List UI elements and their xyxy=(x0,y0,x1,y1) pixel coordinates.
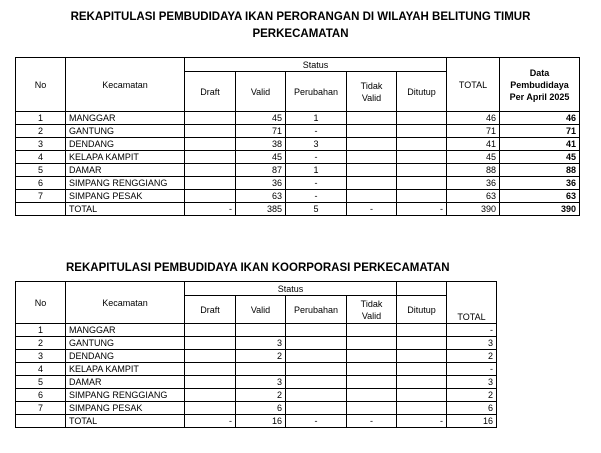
row-tidak-valid xyxy=(347,376,397,389)
row-tidak-valid xyxy=(347,151,397,164)
row-no: 6 xyxy=(16,389,66,402)
row-ditutup xyxy=(397,337,447,350)
row-draft xyxy=(185,402,236,415)
total-total: 16 xyxy=(447,415,497,428)
total-label: TOTAL xyxy=(66,415,185,428)
row-valid xyxy=(236,363,286,376)
row-ditutup xyxy=(397,402,447,415)
row-total: - xyxy=(447,324,497,337)
row-ditutup xyxy=(397,324,447,337)
row-perubahan: - xyxy=(286,125,347,138)
row-kecamatan: KELAPA KAMPIT xyxy=(66,363,185,376)
row-ditutup xyxy=(397,151,447,164)
row-ditutup xyxy=(397,363,447,376)
total-perubahan: - xyxy=(286,415,347,428)
t2-header-tidak-valid: Tidak Valid xyxy=(347,296,397,324)
table-row xyxy=(16,363,497,376)
row-valid: 63 xyxy=(236,190,286,203)
row-kecamatan: DAMAR xyxy=(66,376,185,389)
table-row xyxy=(16,190,580,203)
total-tidak-valid: - xyxy=(347,415,397,428)
row-draft xyxy=(185,350,236,363)
row-perubahan xyxy=(286,389,347,402)
row-valid: 6 xyxy=(236,402,286,415)
row-total: - xyxy=(447,363,497,376)
row-valid: 3 xyxy=(236,376,286,389)
t1-header-data: Data Pembudidaya Per April 2025 xyxy=(500,58,580,112)
row-tidak-valid xyxy=(347,125,397,138)
row-kecamatan: SIMPANG PESAK xyxy=(66,190,185,203)
t1-header-kecamatan: Kecamatan xyxy=(66,58,185,112)
row-kecamatan: MANGGAR xyxy=(66,112,185,125)
row-data: 46 xyxy=(500,112,580,125)
row-no: 3 xyxy=(16,350,66,363)
table1-title-line1: REKAPITULASI PEMBUDIDAYA IKAN PERORANGAN DI WILAYAH BELITUNG TIMUR xyxy=(70,11,531,23)
row-perubahan: - xyxy=(286,190,347,203)
table-row xyxy=(16,389,497,402)
row-tidak-valid xyxy=(347,164,397,177)
row-total: 3 xyxy=(447,337,497,350)
total-draft: - xyxy=(185,203,236,216)
t2-header-perubahan: Perubahan xyxy=(286,296,347,324)
table1 xyxy=(15,57,580,216)
table-row xyxy=(16,164,580,177)
table-row xyxy=(16,350,497,363)
total-label: TOTAL xyxy=(66,203,185,216)
table-row xyxy=(16,337,497,350)
row-kecamatan: MANGGAR xyxy=(66,324,185,337)
table2-title: REKAPITULASI PEMBUDIDAYA IKAN KOORPORASI PERKECAMATAN xyxy=(66,262,450,274)
row-perubahan: 3 xyxy=(286,138,347,151)
row-perubahan: 1 xyxy=(286,112,347,125)
row-total: 41 xyxy=(447,138,500,151)
total-data: 390 xyxy=(500,203,580,216)
row-draft xyxy=(185,177,236,190)
t2-header-total: TOTAL xyxy=(447,282,497,324)
row-no: 7 xyxy=(16,190,66,203)
total-no-empty xyxy=(16,415,66,428)
row-kecamatan: DAMAR xyxy=(66,164,185,177)
table-row xyxy=(16,376,497,389)
table-row xyxy=(16,177,580,190)
row-no: 1 xyxy=(16,324,66,337)
row-data: 63 xyxy=(500,190,580,203)
t2-header-valid: Valid xyxy=(236,296,286,324)
row-valid xyxy=(236,324,286,337)
row-no: 2 xyxy=(16,337,66,350)
t2-header-no: No xyxy=(16,282,66,324)
row-perubahan: 1 xyxy=(286,164,347,177)
t2-header-draft: Draft xyxy=(185,296,236,324)
total-draft: - xyxy=(185,415,236,428)
total-row xyxy=(16,415,497,428)
table-row xyxy=(16,151,580,164)
row-tidak-valid xyxy=(347,112,397,125)
row-no: 3 xyxy=(16,138,66,151)
total-valid: 385 xyxy=(236,203,286,216)
row-total: 46 xyxy=(447,112,500,125)
row-kecamatan: GANTUNG xyxy=(66,337,185,350)
row-draft xyxy=(185,324,236,337)
row-tidak-valid xyxy=(347,190,397,203)
table-row xyxy=(16,402,497,415)
row-no: 6 xyxy=(16,177,66,190)
row-draft xyxy=(185,376,236,389)
row-data: 71 xyxy=(500,125,580,138)
row-tidak-valid xyxy=(347,350,397,363)
row-no: 4 xyxy=(16,151,66,164)
row-valid: 38 xyxy=(236,138,286,151)
t1-header-draft: Draft xyxy=(185,72,236,112)
row-tidak-valid xyxy=(347,324,397,337)
row-kecamatan: SIMPANG PESAK xyxy=(66,402,185,415)
row-ditutup xyxy=(397,350,447,363)
table-row xyxy=(16,125,580,138)
row-no: 5 xyxy=(16,376,66,389)
row-perubahan: - xyxy=(286,177,347,190)
t1-header-perubahan: Perubahan xyxy=(286,72,347,112)
row-kecamatan: SIMPANG RENGGIANG xyxy=(66,389,185,402)
row-perubahan xyxy=(286,324,347,337)
row-draft xyxy=(185,389,236,402)
row-no: 2 xyxy=(16,125,66,138)
table2 xyxy=(15,281,497,428)
t1-header-valid: Valid xyxy=(236,72,286,112)
row-draft xyxy=(185,363,236,376)
row-valid: 2 xyxy=(236,389,286,402)
row-no: 4 xyxy=(16,363,66,376)
row-ditutup xyxy=(397,190,447,203)
row-perubahan xyxy=(286,376,347,389)
row-no: 5 xyxy=(16,164,66,177)
row-total: 71 xyxy=(447,125,500,138)
row-ditutup xyxy=(397,177,447,190)
row-data: 88 xyxy=(500,164,580,177)
row-valid: 36 xyxy=(236,177,286,190)
row-perubahan: - xyxy=(286,151,347,164)
row-total: 2 xyxy=(447,350,497,363)
row-draft xyxy=(185,151,236,164)
row-ditutup xyxy=(397,112,447,125)
row-perubahan xyxy=(286,363,347,376)
row-tidak-valid xyxy=(347,177,397,190)
row-valid: 2 xyxy=(236,350,286,363)
total-perubahan: 5 xyxy=(286,203,347,216)
row-kecamatan: KELAPA KAMPIT xyxy=(66,151,185,164)
row-tidak-valid xyxy=(347,138,397,151)
t1-header-total: TOTAL xyxy=(447,58,500,112)
total-tidak-valid: - xyxy=(347,203,397,216)
row-ditutup xyxy=(397,125,447,138)
row-tidak-valid xyxy=(347,363,397,376)
row-no: 1 xyxy=(16,112,66,125)
t2-header-ditutup: Ditutup xyxy=(397,296,447,324)
table-row xyxy=(16,324,497,337)
row-ditutup xyxy=(397,389,447,402)
row-total: 63 xyxy=(447,190,500,203)
row-draft xyxy=(185,164,236,177)
row-ditutup xyxy=(397,138,447,151)
row-total: 3 xyxy=(447,376,497,389)
t1-header-ditutup: Ditutup xyxy=(397,72,447,112)
row-ditutup xyxy=(397,164,447,177)
row-total: 6 xyxy=(447,402,497,415)
row-data: 45 xyxy=(500,151,580,164)
row-perubahan xyxy=(286,337,347,350)
row-data: 36 xyxy=(500,177,580,190)
row-valid: 71 xyxy=(236,125,286,138)
row-total: 88 xyxy=(447,164,500,177)
table1-title-line2: PERKECAMATAN xyxy=(252,28,349,40)
row-draft xyxy=(185,112,236,125)
row-draft xyxy=(185,190,236,203)
total-ditutup: - xyxy=(397,415,447,428)
row-tidak-valid xyxy=(347,402,397,415)
t2-header-kecamatan: Kecamatan xyxy=(66,282,185,324)
row-no: 7 xyxy=(16,402,66,415)
total-ditutup: - xyxy=(397,203,447,216)
row-kecamatan: DENDANG xyxy=(66,350,185,363)
t1-header-no: No xyxy=(16,58,66,112)
row-valid: 45 xyxy=(236,112,286,125)
row-draft xyxy=(185,337,236,350)
row-total: 45 xyxy=(447,151,500,164)
row-tidak-valid xyxy=(347,389,397,402)
row-perubahan xyxy=(286,350,347,363)
t2-header-status: Status xyxy=(185,282,397,296)
row-valid: 45 xyxy=(236,151,286,164)
row-kecamatan: SIMPANG RENGGIANG xyxy=(66,177,185,190)
row-valid: 87 xyxy=(236,164,286,177)
row-ditutup xyxy=(397,376,447,389)
t1-header-status: Status xyxy=(185,58,447,72)
total-valid: 16 xyxy=(236,415,286,428)
row-valid: 3 xyxy=(236,337,286,350)
row-total: 36 xyxy=(447,177,500,190)
total-total: 390 xyxy=(447,203,500,216)
table-row xyxy=(16,112,580,125)
row-perubahan xyxy=(286,402,347,415)
total-no-empty xyxy=(16,203,66,216)
row-draft xyxy=(185,138,236,151)
row-draft xyxy=(185,125,236,138)
row-tidak-valid xyxy=(347,337,397,350)
row-kecamatan: DENDANG xyxy=(66,138,185,151)
row-kecamatan: GANTUNG xyxy=(66,125,185,138)
total-row xyxy=(16,203,580,216)
row-total: 2 xyxy=(447,389,497,402)
t1-header-tidak-valid: Tidak Valid xyxy=(347,72,397,112)
row-data: 41 xyxy=(500,138,580,151)
t2-header-status-blank xyxy=(397,282,447,296)
table-row xyxy=(16,138,580,151)
